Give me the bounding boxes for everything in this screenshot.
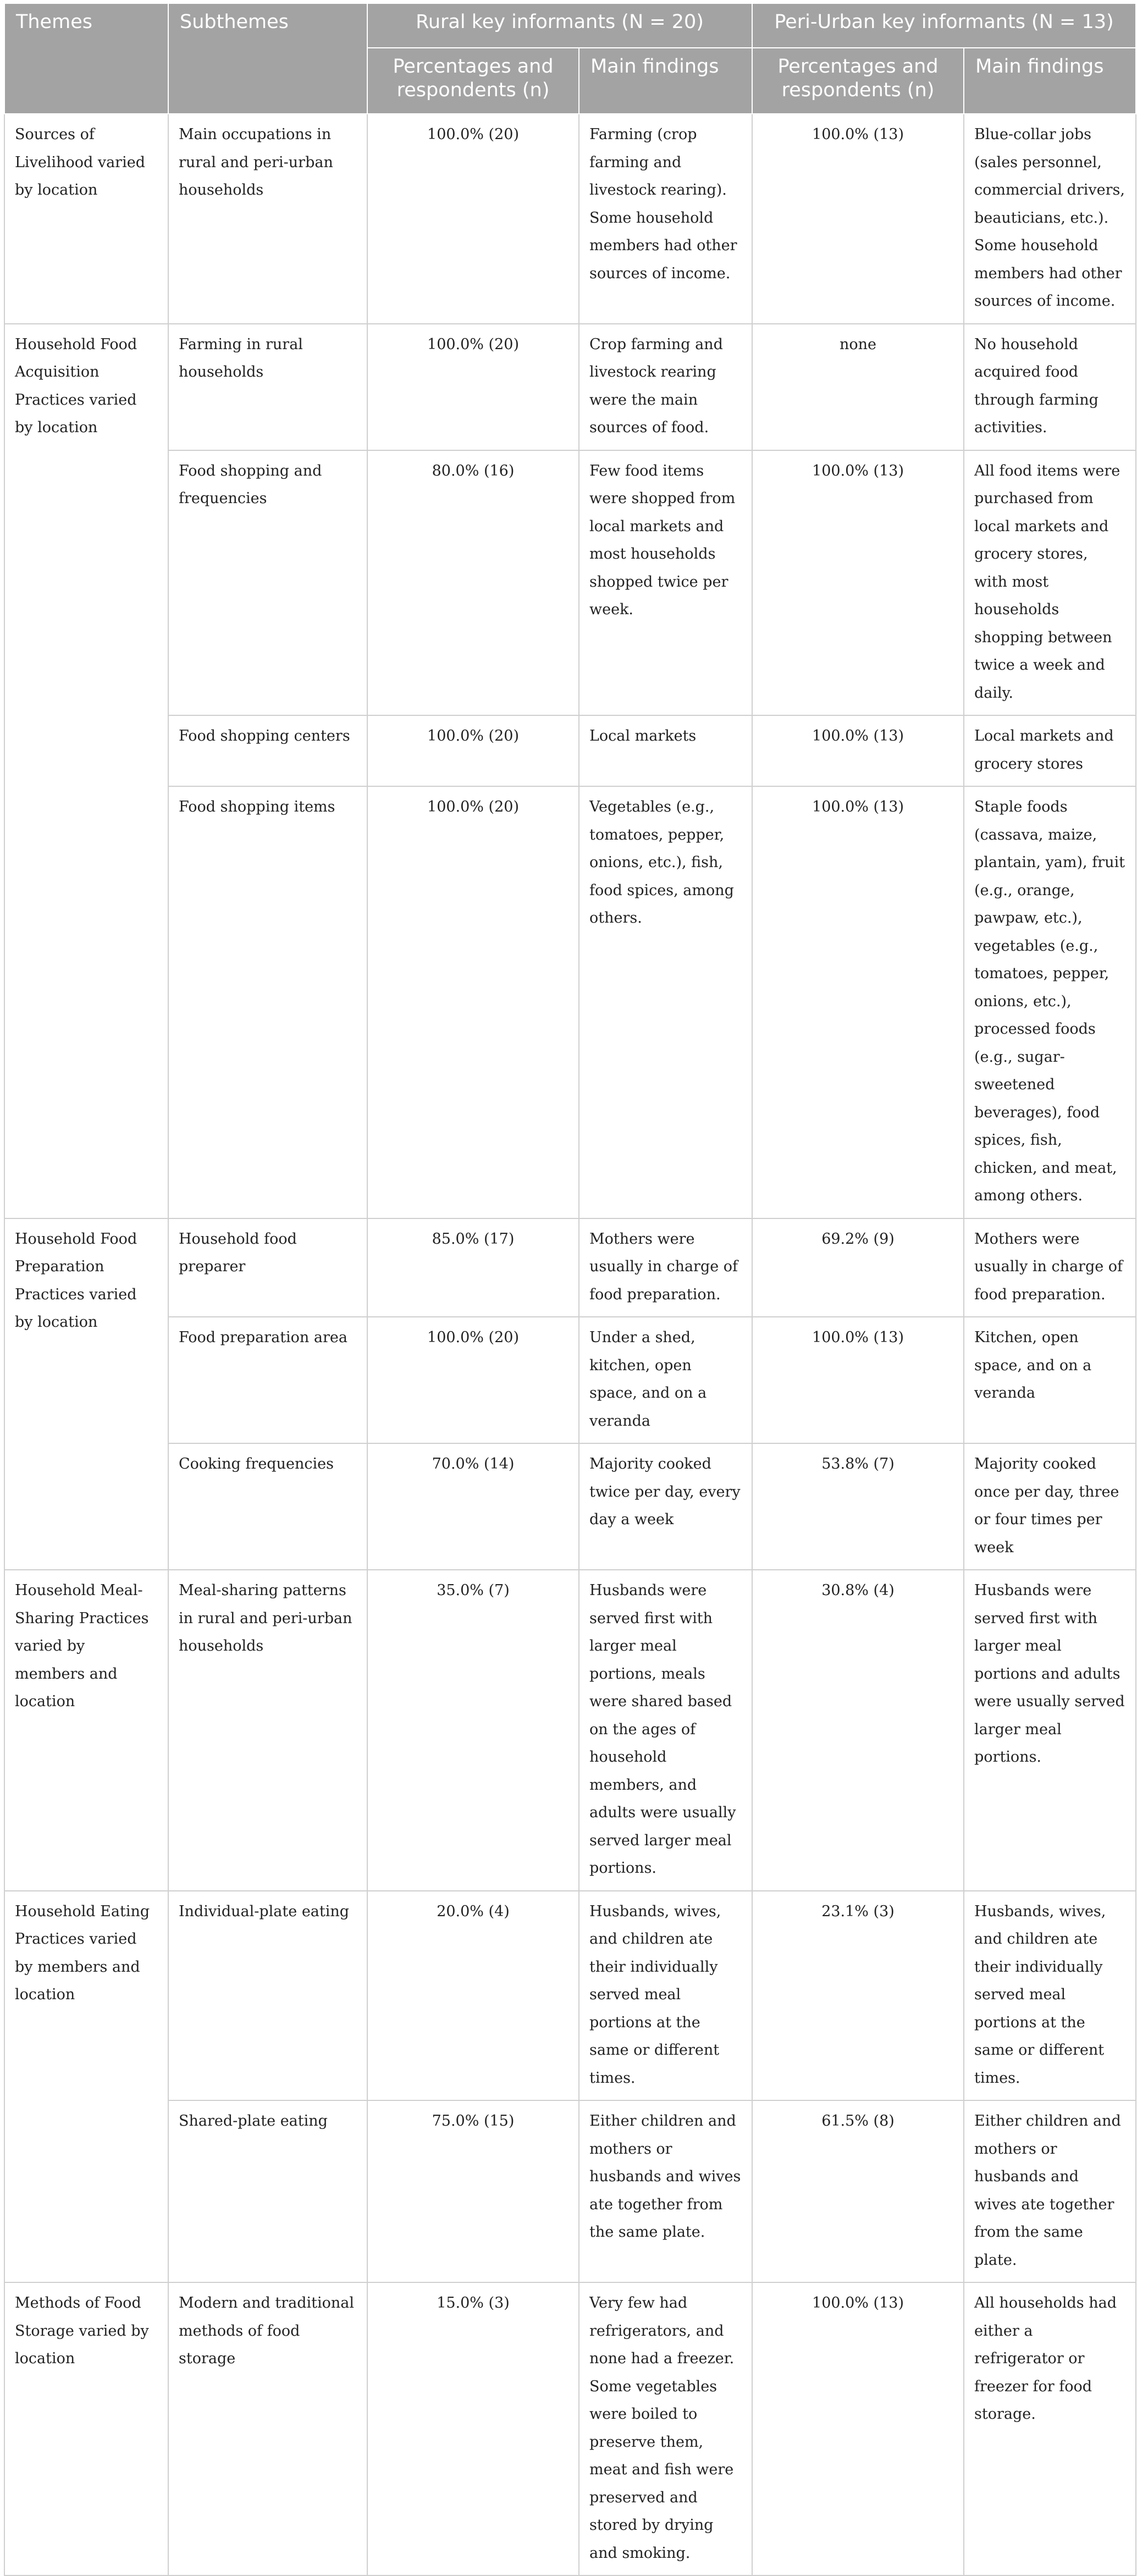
peri-pct-cell: 100.0% (13)	[752, 114, 964, 324]
peri-findings-cell: All households had either a refrigerator or freezer for food storage.	[964, 2282, 1136, 2575]
rural-pct-cell: 20.0% (4)	[367, 1891, 579, 2101]
table-header	[4, 3, 1136, 114]
rural-findings-cell: Mothers were usually in charge of food preparation.	[579, 1218, 752, 1317]
subtheme-cell: Individual-plate eating	[168, 1891, 367, 2101]
peri-pct-cell: 69.2% (9)	[752, 1218, 964, 1317]
subtheme-cell: Farming in rural households	[168, 324, 367, 450]
theme-cell: Household Food Preparation Practices varied by location	[4, 1218, 168, 1570]
table-row	[4, 2100, 1136, 2282]
subtheme-cell: Food preparation area	[168, 1317, 367, 1443]
table-body	[4, 114, 1136, 2575]
peri-findings-cell: All food items were purchased from local markets and grocery stores, with most households shopping between twice a week and daily.	[964, 450, 1136, 716]
peri-findings-cell: Kitchen, open space, and on a veranda	[964, 1317, 1136, 1443]
peri-findings-cell: Either children and mothers or husbands and wives ate together from the same plate.	[964, 2100, 1136, 2282]
table-row	[4, 786, 1136, 1218]
header-subthemes: Subthemes	[168, 3, 367, 114]
subtheme-cell: Food shopping and frequencies	[168, 450, 367, 716]
rural-findings-cell: Local markets	[579, 715, 752, 786]
subtheme-cell: Modern and traditional methods of food storage	[168, 2282, 367, 2575]
peri-pct-cell: 23.1% (3)	[752, 1891, 964, 2101]
subtheme-cell: Household food preparer	[168, 1218, 367, 1317]
peri-pct-cell: 100.0% (13)	[752, 715, 964, 786]
table-row	[4, 1570, 1136, 1891]
rural-findings-cell: Husbands, wives, and children ate their individually served meal portions at the same or different times.	[579, 1891, 752, 2101]
peri-pct-cell: 53.8% (7)	[752, 1443, 964, 1570]
rural-findings-cell: Very few had refrigerators, and none had a freezer. Some vegetables were boiled to preserve them, meat and fish were preserved and stored by drying and smoking.	[579, 2282, 752, 2575]
rural-pct-cell: 80.0% (16)	[367, 450, 579, 716]
subtheme-cell: Main occupations in rural and peri-urban households	[168, 114, 367, 324]
table-row	[4, 1891, 1136, 2101]
rural-findings-cell: Crop farming and livestock rearing were the main sources of food.	[579, 324, 752, 450]
table-container	[4, 3, 1135, 2576]
rural-findings-cell: Husbands were served first with larger meal portions, meals were shared based on the ages of household members, and adults were usually served larger meal portions.	[579, 1570, 752, 1891]
rural-findings-cell: Under a shed, kitchen, open space, and on a veranda	[579, 1317, 752, 1443]
rural-pct-cell: 100.0% (20)	[367, 1317, 579, 1443]
subtheme-cell: Food shopping centers	[168, 715, 367, 786]
rural-findings-cell: Farming (crop farming and livestock rearing). Some household members had other sources of income.	[579, 114, 752, 324]
rural-pct-cell: 15.0% (3)	[367, 2282, 579, 2575]
rural-pct-cell: 100.0% (20)	[367, 114, 579, 324]
rural-pct-cell: 35.0% (7)	[367, 1570, 579, 1891]
header-peri-pct: Percentages and respondents (n)	[752, 48, 964, 114]
rural-findings-cell: Majority cooked twice per day, every day a week	[579, 1443, 752, 1570]
peri-findings-cell: Local markets and grocery stores	[964, 715, 1136, 786]
table-row	[4, 1218, 1136, 1317]
subtheme-cell: Meal-sharing patterns in rural and peri-urban households	[168, 1570, 367, 1891]
table-row	[4, 324, 1136, 450]
header-periurban-group: Peri-Urban key informants (N = 13)	[752, 3, 1136, 48]
peri-findings-cell: No household acquired food through farming activities.	[964, 324, 1136, 450]
rural-pct-cell: 100.0% (20)	[367, 324, 579, 450]
subtheme-cell: Cooking frequencies	[168, 1443, 367, 1570]
rural-pct-cell: 70.0% (14)	[367, 1443, 579, 1570]
peri-pct-cell: 100.0% (13)	[752, 450, 964, 716]
header-rural-pct: Percentages and respondents (n)	[367, 48, 579, 114]
table-row	[4, 2282, 1136, 2575]
peri-findings-cell: Husbands, wives, and children ate their individually served meal portions at the same or different times.	[964, 1891, 1136, 2101]
peri-findings-cell: Majority cooked once per day, three or four times per week	[964, 1443, 1136, 1570]
header-themes: Themes	[4, 3, 168, 114]
table-row	[4, 1443, 1136, 1570]
rural-findings-cell: Either children and mothers or husbands and wives ate together from the same plate.	[579, 2100, 752, 2282]
theme-cell: Household Food Acquisition Practices varied by location	[4, 324, 168, 1218]
rural-pct-cell: 100.0% (20)	[367, 786, 579, 1218]
findings-table	[4, 3, 1136, 2576]
rural-pct-cell: 75.0% (15)	[367, 2100, 579, 2282]
subtheme-cell: Shared-plate eating	[168, 2100, 367, 2282]
header-rural-group: Rural key informants (N = 20)	[367, 3, 752, 48]
theme-cell: Household Eating Practices varied by members and location	[4, 1891, 168, 2283]
header-row-group	[4, 3, 1136, 48]
rural-findings-cell: Vegetables (e.g., tomatoes, pepper, onions, etc.), fish, food spices, among others.	[579, 786, 752, 1218]
peri-pct-cell: 100.0% (13)	[752, 1317, 964, 1443]
peri-pct-cell: none	[752, 324, 964, 450]
table-row	[4, 715, 1136, 786]
header-peri-findings: Main findings	[964, 48, 1136, 114]
peri-pct-cell: 100.0% (13)	[752, 2282, 964, 2575]
table-row	[4, 1317, 1136, 1443]
table-row	[4, 114, 1136, 324]
subtheme-cell: Food shopping items	[168, 786, 367, 1218]
header-rural-findings: Main findings	[579, 48, 752, 114]
peri-findings-cell: Mothers were usually in charge of food preparation.	[964, 1218, 1136, 1317]
peri-findings-cell: Staple foods (cassava, maize, plantain, yam), fruit (e.g., orange, pawpaw, etc.), vegetables (e.g., tomatoes, pepper, onions, etc.), processed foods (e.g., sugar-sweetened beverages), food spices, fish, chicken, and meat, among others.	[964, 786, 1136, 1218]
rural-pct-cell: 85.0% (17)	[367, 1218, 579, 1317]
rural-pct-cell: 100.0% (20)	[367, 715, 579, 786]
peri-pct-cell: 30.8% (4)	[752, 1570, 964, 1891]
theme-cell: Sources of Livelihood varied by location	[4, 114, 168, 324]
rural-findings-cell: Few food items were shopped from local markets and most households shopped twice per week.	[579, 450, 752, 716]
peri-pct-cell: 100.0% (13)	[752, 786, 964, 1218]
theme-cell: Methods of Food Storage varied by location	[4, 2282, 168, 2575]
peri-findings-cell: Husbands were served first with larger meal portions and adults were usually served larger meal portions.	[964, 1570, 1136, 1891]
table-row	[4, 450, 1136, 716]
peri-findings-cell: Blue-collar jobs (sales personnel, commercial drivers, beauticians, etc.). Some household members had other sources of income.	[964, 114, 1136, 324]
theme-cell: Household Meal-Sharing Practices varied by members and location	[4, 1570, 168, 1891]
peri-pct-cell: 61.5% (8)	[752, 2100, 964, 2282]
